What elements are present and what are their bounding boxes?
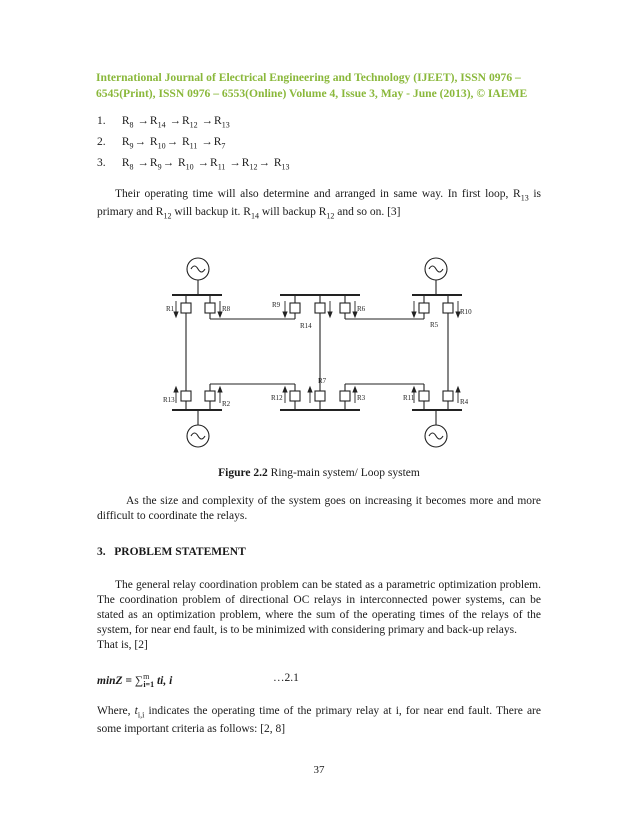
- label-r5: R5: [430, 321, 439, 329]
- sequence-1: 1. $R_8 \to R_{14} \to R_{12} \to R_{13}$: [97, 115, 230, 130]
- relay-r3: [340, 391, 350, 401]
- label-r2: R2: [222, 400, 231, 408]
- label-r6: R6: [357, 305, 366, 313]
- label-r8: R8: [222, 305, 231, 313]
- label-r14: R14: [300, 322, 312, 330]
- relay-r1: [181, 303, 191, 313]
- relay-r10: [443, 303, 453, 313]
- sequence-number: 3.: [97, 157, 106, 169]
- sequence-number: 1.: [97, 115, 106, 127]
- section-heading: 3. PROBLEM STATEMENT: [97, 546, 246, 558]
- figure-caption: Figure 2.2 Ring-main system/ Loop system: [218, 467, 420, 479]
- relay-r12: [290, 391, 300, 401]
- header-line-2: 6545(Print), ISSN 0976 – 6553(Online) Volume 4, Issue 3, May - June (2013), © IAEME: [96, 87, 528, 100]
- sequence-3: 3. $R_8 \to R_9\to R_{10} \to R_{11} \to R_{12}\to R_{13}$: [97, 157, 290, 172]
- label-r4: R4: [460, 398, 469, 406]
- paragraph-operating-time: Their operating time will also determine and arranged in same way. In first loop, $R_{13}$ is primary and $R_{12}$ will backup it. $R_{14}$ will backup $R_{12}$ and so on. [3]: [97, 188, 541, 221]
- label-r9: R9: [272, 301, 281, 309]
- equation-number: …2.1: [273, 672, 299, 684]
- sequence-number: 2.: [97, 136, 106, 148]
- paragraph-where: Where, $t_{i,i}$ indicates the operating time of the primary relay at i, for near end fault. There are some important criteria as follows: [2, 8]: [97, 705, 541, 736]
- relay-r5: [419, 303, 429, 313]
- relay-r2: [205, 391, 215, 401]
- label-r12: R12: [271, 394, 283, 402]
- label-r11: R11: [403, 394, 415, 402]
- equation-2-1: minZ = ∑$^m_{i=1}$ ti, i …2.1: [97, 672, 299, 690]
- relay-r4: [443, 391, 453, 401]
- relay-r14: [315, 303, 325, 313]
- ring-main-diagram: [150, 244, 490, 464]
- paragraph-problem: The general relay coordination problem can be stated as a parametric optimization problem. The coordination problem of directional OC relays in interconnected power systems, can be stated as an optimization problem, where the sum of the operating times of the relays of the system, for near end fault, is to be minimized with considering primary and back-up relays.: [97, 579, 541, 636]
- label-r3: R3: [357, 394, 366, 402]
- header-line-1: International Journal of Electrical Engineering and Technology (IJEET), ISSN 0976 –: [96, 71, 521, 84]
- label-r13: R13: [163, 396, 175, 404]
- relay-r8: [205, 303, 215, 313]
- page-number: 37: [313, 764, 325, 776]
- label-r10: R10: [460, 308, 472, 316]
- paragraph-complexity: As the size and complexity of the system goes on increasing it becomes more and more difficult to coordinate the relays.: [97, 495, 541, 522]
- relay-r7: [315, 391, 325, 401]
- paragraph-that-is: That is, [2]: [97, 639, 148, 651]
- relay-r13: [181, 391, 191, 401]
- sequence-2: 2. $R_9\to R_{10}\to R_{11} \to R_7$: [97, 136, 226, 151]
- relay-r11: [419, 391, 429, 401]
- journal-header: [96, 70, 548, 102]
- label-r7: R7: [318, 377, 327, 385]
- label-r1: R1: [166, 305, 175, 313]
- relay-r6: [340, 303, 350, 313]
- relay-r9: [290, 303, 300, 313]
